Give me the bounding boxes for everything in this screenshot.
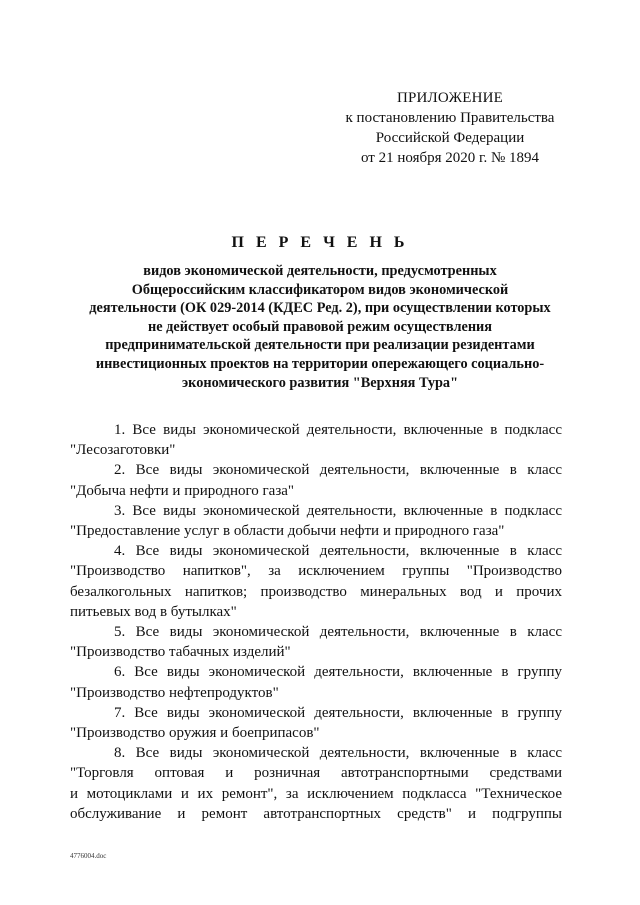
appendix-block — [330, 88, 570, 168]
appendix-title: ПРИЛОЖЕНИЕ — [396, 90, 504, 106]
subtitle-line: не действует особый правовой режим осуществления — [147, 318, 493, 335]
item-line: "Производство оружия и боеприпасов" — [70, 725, 320, 742]
item-line: 6. Все виды экономической деятельности, включенные в группу — [114, 664, 562, 681]
item-line: обслуживание и ремонт автотранспортных средств" и подгруппы — [70, 805, 562, 822]
appendix-line: от 21 ноября 2020 г. № 1894 — [360, 150, 540, 166]
item-line: "Производство напитков", за исключением группы "Производство — [70, 563, 562, 580]
document-subtitle — [60, 262, 580, 392]
list-item — [70, 622, 562, 662]
item-line: питьевых вод в бутылках" — [70, 603, 237, 620]
item-line: "Лесозаготовки" — [70, 442, 176, 459]
item-line: "Предоставление услуг в области добычи нефти и природного газа" — [70, 523, 505, 540]
item-line: 3. Все виды экономической деятельности, включенные в подкласс — [114, 502, 562, 519]
item-line: безалкогольных напитков; производство минеральных вод и прочих — [70, 583, 562, 600]
activity-list — [70, 420, 562, 824]
item-line: 1. Все виды экономической деятельности, включенные в подкласс — [114, 422, 562, 438]
item-line: "Торговля оптовая и розничная автотранспортными средствами — [70, 765, 562, 782]
document-title: П Е Р Е Ч Е Н Ь — [231, 234, 409, 251]
list-item — [70, 420, 562, 460]
subtitle-line: предпринимательской деятельности при реализации резидентами — [105, 337, 535, 354]
item-line: 2. Все виды экономической деятельности, включенные в класс — [114, 462, 562, 479]
footer-filename: 4776004.doc — [70, 852, 107, 860]
list-item — [70, 460, 562, 500]
subtitle-line: инвестиционных проектов на территории опережающего социально- — [95, 355, 545, 372]
list-item — [70, 541, 562, 622]
item-line: "Производство нефтепродуктов" — [70, 684, 279, 701]
item-line: 7. Все виды экономической деятельности, включенные в группу — [114, 704, 562, 721]
item-line: 5. Все виды экономической деятельности, включенные в класс — [114, 624, 562, 641]
item-line: "Производство табачных изделий" — [70, 644, 291, 661]
item-line: "Добыча нефти и природного газа" — [70, 482, 295, 499]
subtitle-line: деятельности (ОК 029-2014 (КДЕС Ред. 2), при осуществлении которых — [89, 300, 551, 317]
list-item — [70, 501, 562, 541]
item-line: 8. Все виды экономической деятельности, включенные в класс — [114, 745, 562, 762]
appendix-line: к постановлению Правительства — [345, 110, 555, 126]
subtitle-line: Общероссийским классификатором видов экономической — [131, 281, 509, 298]
appendix-line: Российской Федерации — [375, 130, 525, 146]
list-item — [70, 703, 562, 743]
item-line: 4. Все виды экономической деятельности, включенные в класс — [114, 543, 562, 560]
list-item — [70, 743, 562, 824]
subtitle-line: экономического развития "Верхняя Тура" — [181, 374, 459, 391]
subtitle-line: видов экономической деятельности, предусмотренных — [143, 263, 497, 279]
item-line: и мотоциклами и их ремонт", за исключением подкласса "Техническое — [70, 785, 562, 802]
list-item — [70, 662, 562, 702]
